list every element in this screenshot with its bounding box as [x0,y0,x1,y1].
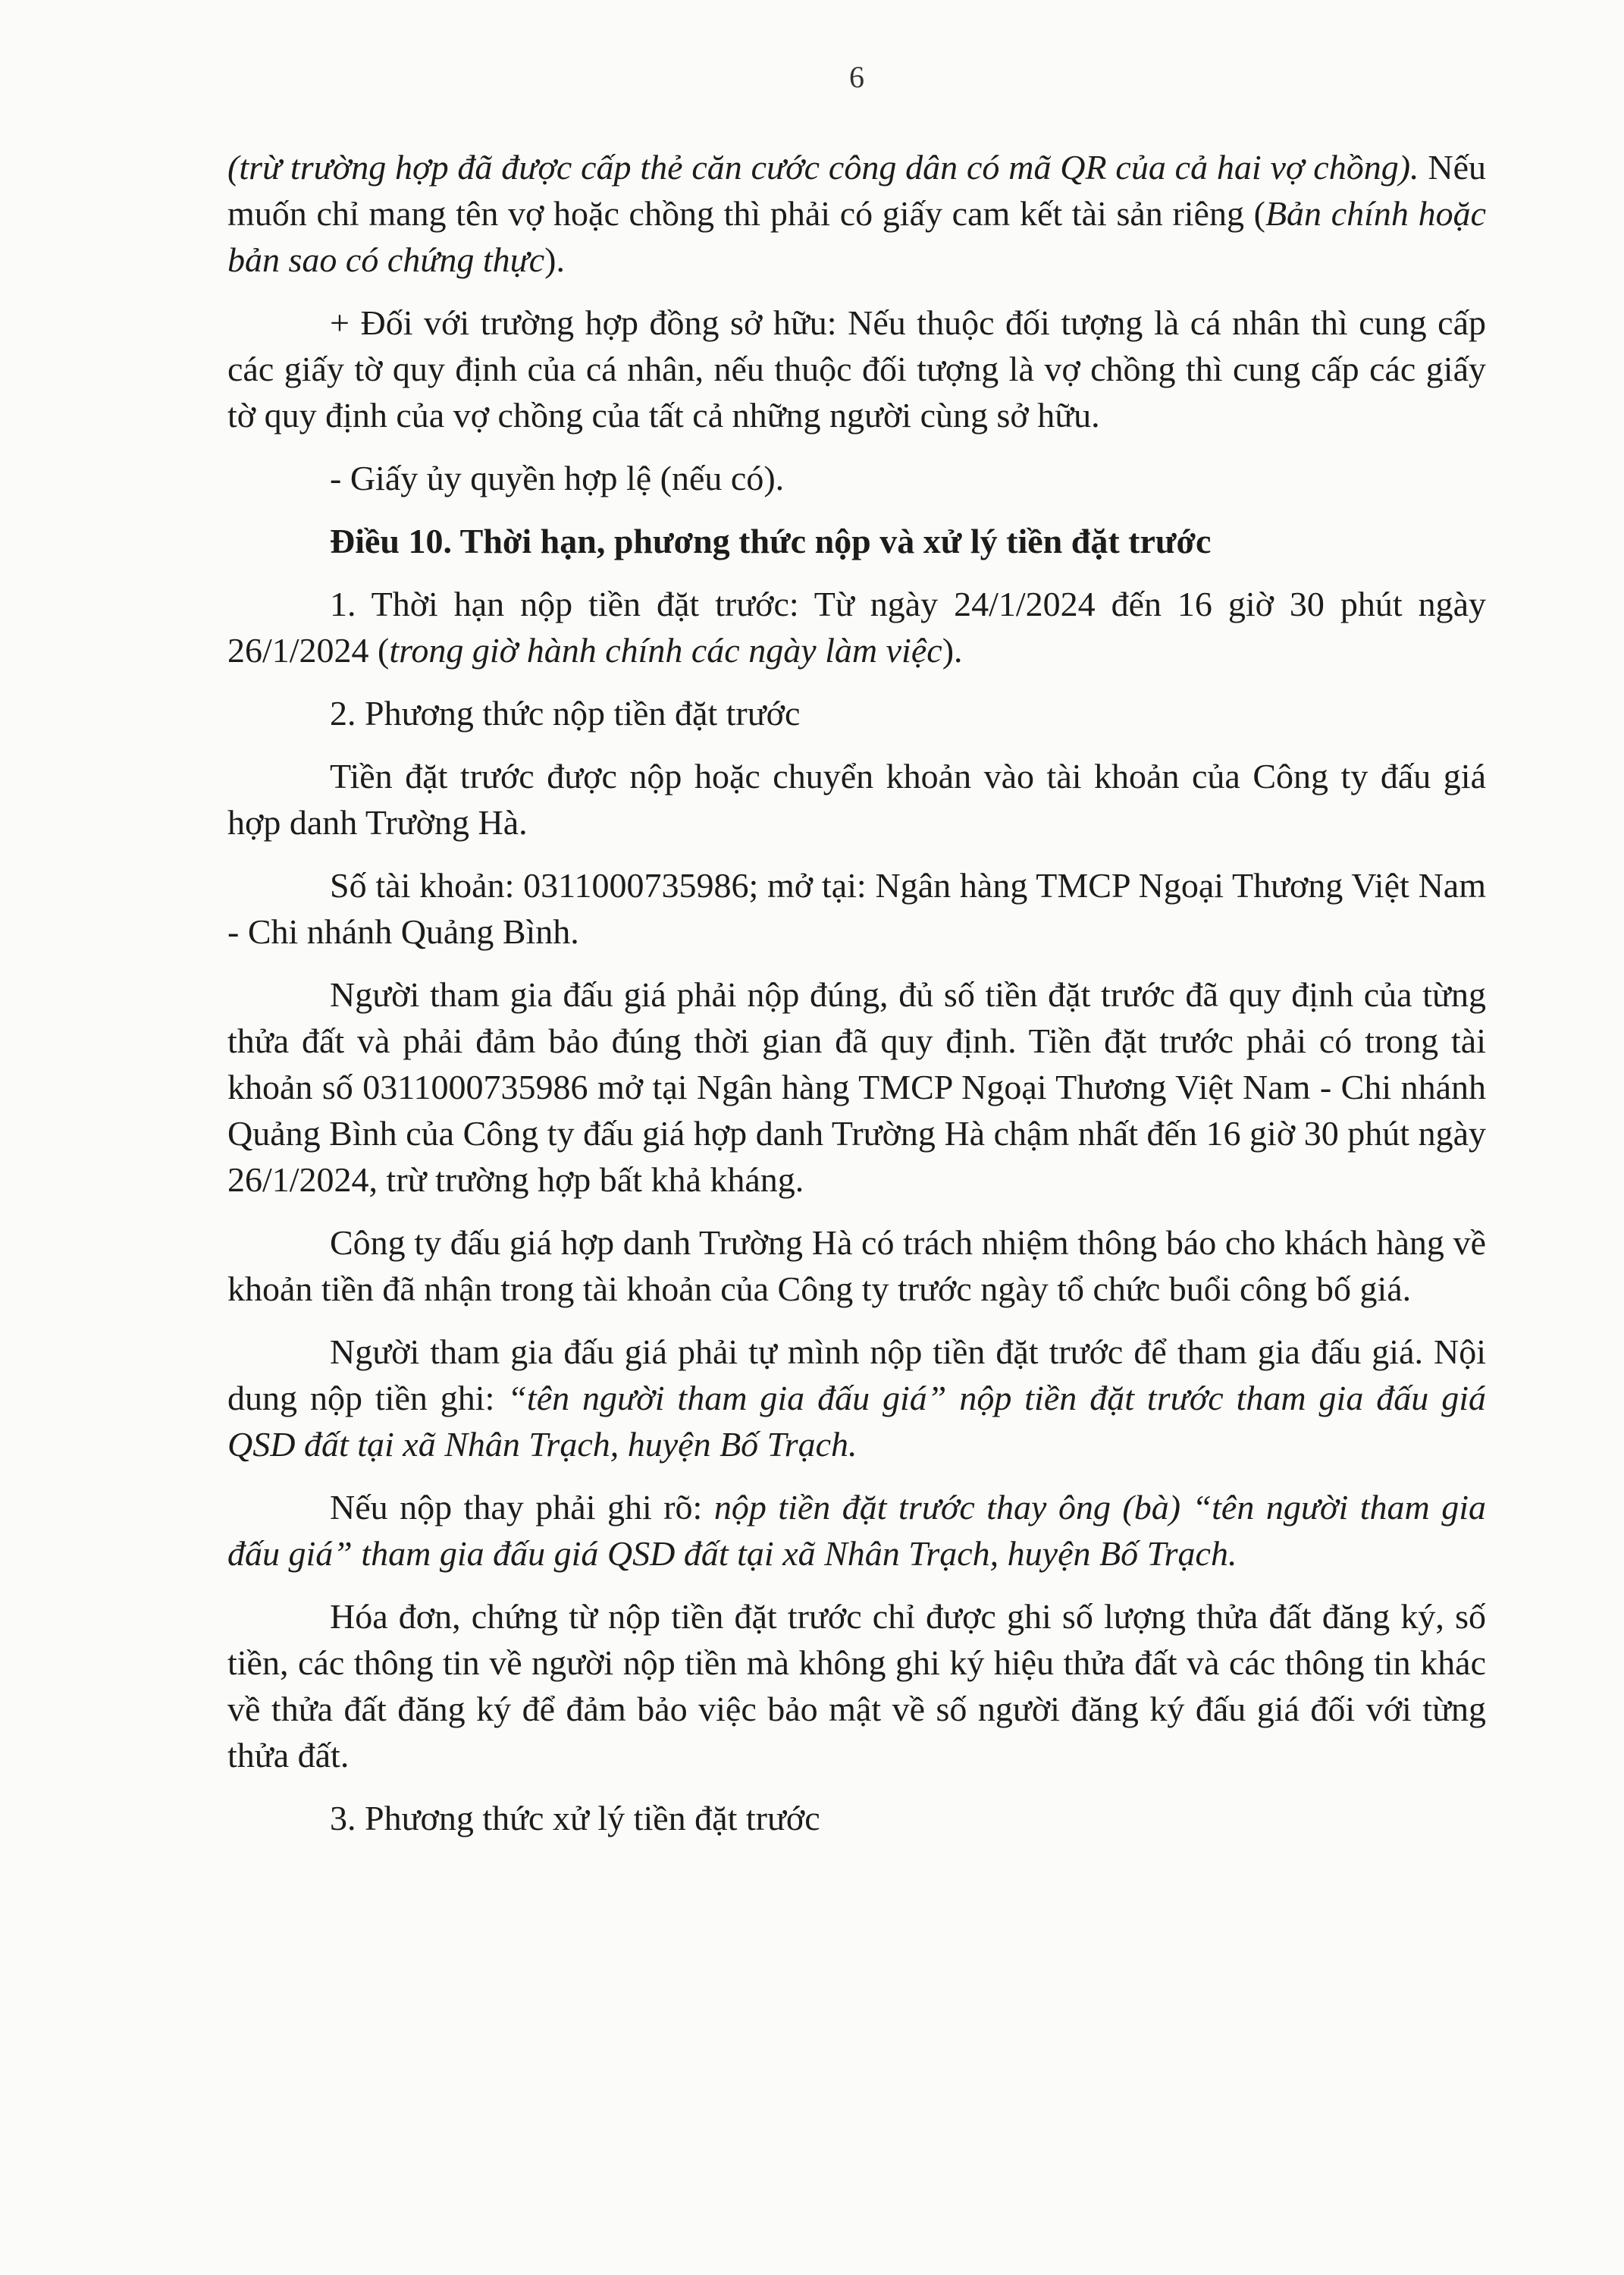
article-heading: Điều 10. Thời hạn, phương thức nộp và xử lý tiền đặt trước [330,522,1212,560]
italic-text: “tên người tham gia đấu giá” nộp tiền đặt trước tham gia đấu giá QSD đất tại xã Nhân Trạch, huyện Bố Trạch. [227,1379,1486,1464]
paragraph-payment-content [227,1329,1486,1467]
text: Nếu nộp thay phải ghi rõ: [330,1488,714,1527]
paragraph-account-number: Số tài khoản: 0311000735986; mở tại: Ngân hàng TMCP Ngoại Thương Việt Nam - Chi nhánh Quảng Bình. [227,866,1486,951]
italic-text: nộp tiền đặt trước thay ông (bà) “tên người tham gia đấu giá” tham gia đấu giá QSD đất tại xã Nhân Trạch, huyện Bố Trạch. [227,1488,1486,1573]
italic-text: trong giờ hành chính các ngày làm việc [389,631,942,670]
paragraph-power-of-attorney: - Giấy ủy quyền hợp lệ (nếu có). [330,459,785,497]
document-body [227,144,1486,1858]
paragraph-deposit-handling-title: 3. Phương thức xử lý tiền đặt trước [330,1799,820,1837]
paragraph-notification: Công ty đấu giá hợp danh Trường Hà có trách nhiệm thông báo cho khách hàng về khoản tiền đã nhận trong tài khoản của Công ty trước ngày tổ chức buổi công bố giá. [227,1223,1486,1308]
text: ). [544,240,565,279]
italic-text: Bản chính hoặc bản sao có chứng thực [227,194,1487,279]
paragraph-deposit-rules: Người tham gia đấu giá phải nộp đúng, đủ số tiền đặt trước đã quy định của từng thửa đất và phải đảm bảo đúng thời gian đã quy định. Tiền đặt trước phải có trong tài khoản số 0311000735986 mở tại Ngân hàng TMCP Ngoại Thương Việt Nam - Chi nhánh Quảng Bình của Công ty đấu giá hợp danh Trường Hà chậm nhất đến 16 giờ 30 phút ngày 26/1/2024, trừ trường hợp bất khả kháng. [227,975,1486,1199]
italic-text: (trừ trường hợp đã được cấp thẻ căn cước công dân có mã QR của cả hai vợ chồng). [227,148,1419,187]
paragraph-proxy-payment [227,1484,1486,1577]
text: 1. Thời hạn nộp tiền đặt trước: Từ ngày 24/1/2024 đến 16 giờ 30 phút ngày 26/1/2024 ( [227,585,1486,670]
text: Người tham gia đấu giá phải tự mình nộp tiền đặt trước để tham gia đấu giá. Nội dung nộp tiền ghi: [227,1332,1486,1417]
paragraph-co-ownership: + Đối với trường hợp đồng sở hữu: Nếu thuộc đối tượng là cá nhân thì cung cấp các giấy tờ quy định của cá nhân, nếu thuộc đối tượng là vợ chồng thì cung cấp các giấy tờ quy định của vợ chồng của tất cả những người cùng sở hữu. [227,303,1486,435]
paragraph-transfer-info: Tiền đặt trước được nộp hoặc chuyển khoản vào tài khoản của Công ty đấu giá hợp danh Trường Hà. [227,757,1486,842]
text: ). [942,631,963,670]
paragraph-deposit-deadline [227,581,1486,673]
paragraph-spouse-documents [227,144,1486,283]
text: Nếu muốn chỉ mang tên vợ hoặc chồng thì phải có giấy cam kết tài sản riêng ( [227,148,1486,233]
paragraph-invoice: Hóa đơn, chứng từ nộp tiền đặt trước chỉ được ghi số lượng thửa đất đăng ký, số tiền, các thông tin về người nộp tiền mà không ghi ký hiệu thửa đất và các thông tin khác về thửa đất đăng ký để đảm bảo việc bảo mật về số người đăng ký đấu giá đối với từng thửa đất. [227,1597,1486,1774]
page-number: 6 [849,60,864,94]
paragraph-deposit-method-title: 2. Phương thức nộp tiền đặt trước [330,694,801,733]
